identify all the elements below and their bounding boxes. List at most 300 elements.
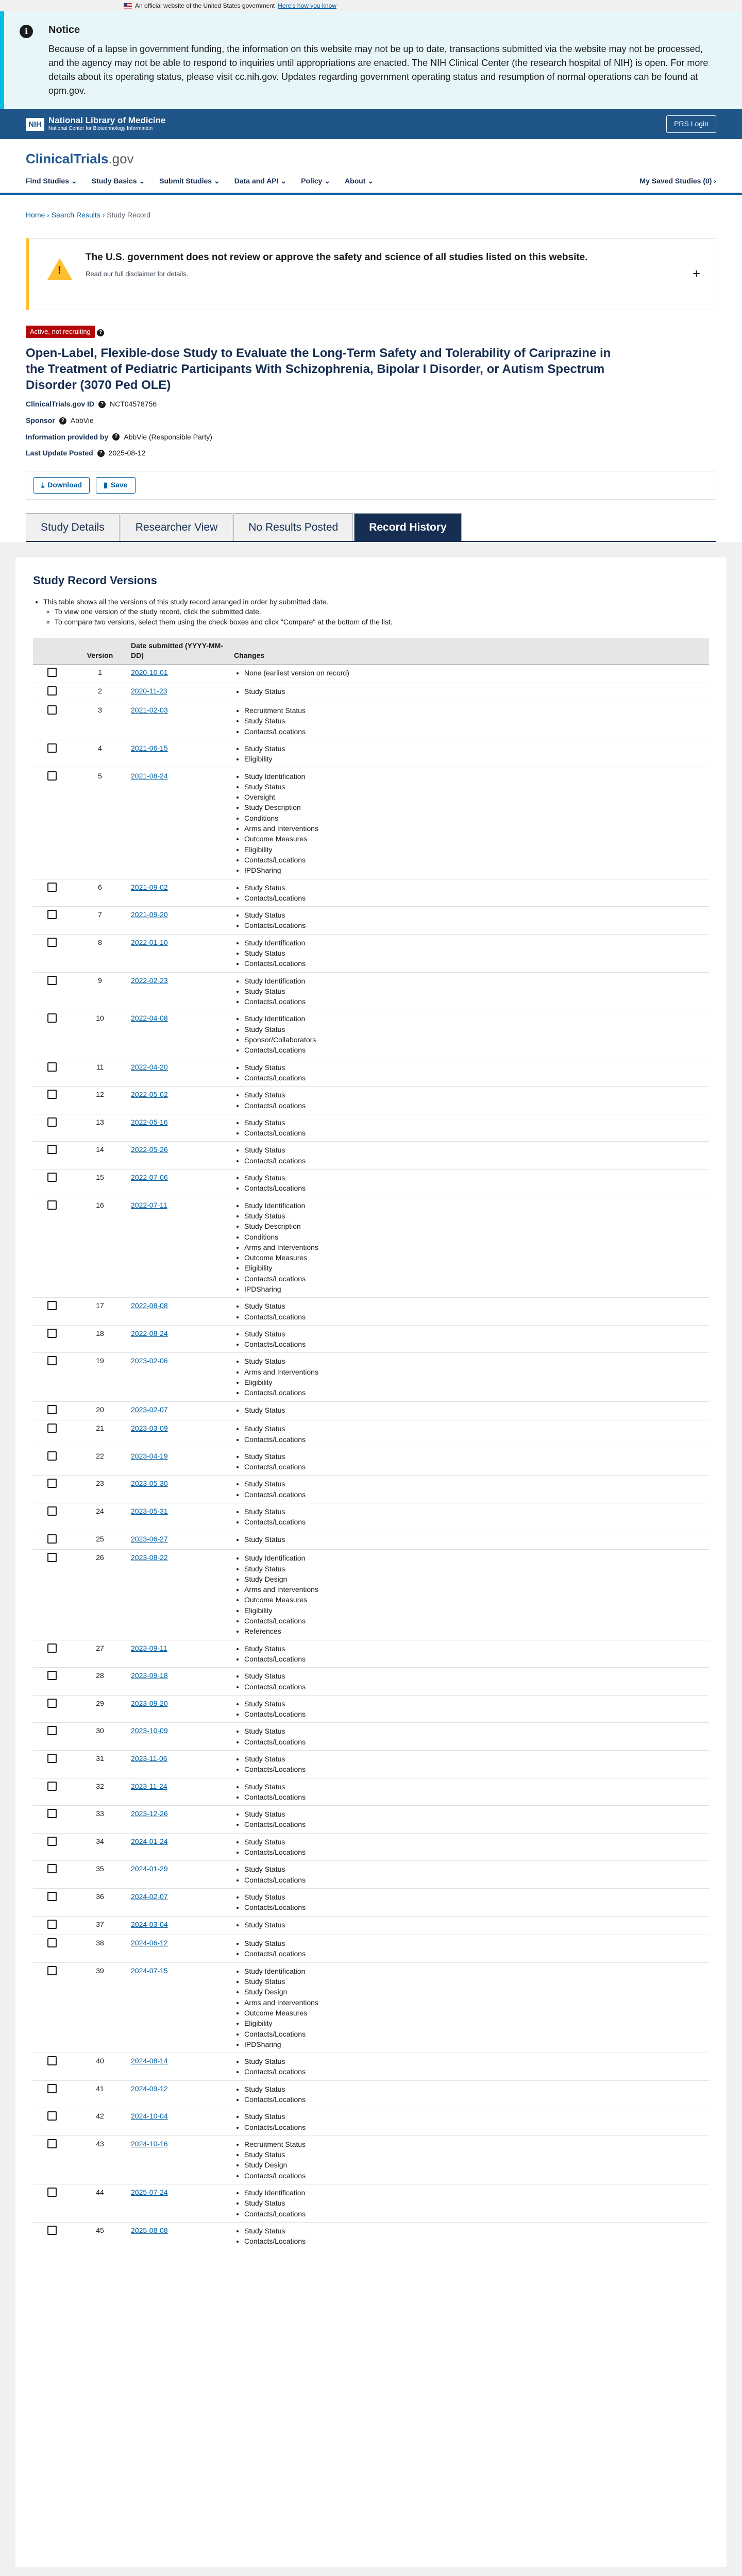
version-date-link[interactable]: 2023-02-06 <box>131 1357 168 1365</box>
download-button[interactable] <box>33 477 90 494</box>
version-number: 5 <box>74 768 126 879</box>
change-item: • Contacts/Locations <box>244 1339 704 1349</box>
save-label: Save <box>110 480 128 489</box>
prs-login-button[interactable]: PRS Login <box>666 115 716 133</box>
change-item: • Contacts/Locations <box>244 855 704 865</box>
col-date: Date submitted (YYYY-MM-DD) <box>126 638 229 665</box>
change-item: • Recruitment Status <box>244 705 704 716</box>
version-number: 22 <box>74 1448 126 1476</box>
update-row <box>26 448 716 459</box>
version-date-link[interactable]: 2022-05-02 <box>131 1090 168 1099</box>
version-checkbox[interactable] <box>47 1062 57 1072</box>
col-changes: Changes <box>229 638 709 665</box>
version-date-link[interactable]: 2024-10-04 <box>131 2112 168 2121</box>
version-date-link[interactable]: 2023-11-06 <box>131 1754 167 1762</box>
version-date-link[interactable]: 2024-10-16 <box>131 2139 168 2148</box>
change-item: • Study Status <box>244 1145 704 1155</box>
change-item: • Outcome Measures <box>244 1595 704 1605</box>
notice-body: Because of a lapse in government funding, the information on this website may not be up to date, transactions submitted via the website may not be processed, and the agency may not be able to respond to inquiries until appropriations are enacted. The NIH Clinical Center (the research hospital of NIH) is open. For more details about its operating status, please visit cc.nih.gov. Updates regarding government operating status and resumption of normal operations can be found at opm.gov. <box>48 44 709 96</box>
version-checkbox[interactable] <box>47 1356 57 1365</box>
table-row <box>33 1695 709 1723</box>
clinicaltrials-logo[interactable] <box>26 149 716 168</box>
change-item: • Contacts/Locations <box>244 1517 704 1527</box>
desc-line: ◦ To view one version of the study record, click the submitted date. <box>55 607 709 617</box>
version-date-link[interactable]: 2022-05-16 <box>131 1117 168 1126</box>
nlm-logo[interactable] <box>26 116 166 133</box>
change-item: • Eligibility <box>244 754 704 764</box>
version-number: 45 <box>74 2222 126 2249</box>
version-date-link[interactable]: 2022-07-06 <box>131 1173 168 1182</box>
version-date-link[interactable]: 2023-03-09 <box>131 1424 168 1433</box>
change-item: • Contacts/Locations <box>244 1100 704 1111</box>
version-date-link[interactable]: 2023-06-27 <box>131 1534 168 1543</box>
nlm-title: National Library of Medicine <box>48 115 166 125</box>
change-item: • Contacts/Locations <box>244 2209 704 2219</box>
version-checkbox[interactable] <box>47 976 57 985</box>
change-item: • Contacts/Locations <box>244 1128 704 1138</box>
change-item: • Contacts/Locations <box>244 1073 704 1083</box>
version-checkbox[interactable] <box>47 743 57 753</box>
change-item: • IPDSharing <box>244 1284 704 1294</box>
nav-item[interactable]: About ⌄ <box>345 177 374 185</box>
version-date-link[interactable]: 2022-04-08 <box>131 1014 168 1023</box>
change-item: • Contacts/Locations <box>244 1183 704 1193</box>
change-item: • Study Status <box>244 1726 704 1736</box>
sponsor-row <box>26 416 716 426</box>
version-date-link[interactable]: 2021-09-20 <box>131 910 168 919</box>
info-row <box>26 432 716 443</box>
gov-banner-text: An official website of the United States government <box>135 2 275 9</box>
change-item: • Study Identification <box>244 771 704 782</box>
version-number: 36 <box>74 1888 126 1916</box>
version-number: 12 <box>74 1087 126 1114</box>
version-checkbox[interactable] <box>47 668 57 677</box>
version-number: 29 <box>74 1695 126 1723</box>
change-item: • None (earliest version on record) <box>244 668 704 678</box>
download-label: Download <box>47 480 82 489</box>
save-button[interactable] <box>96 477 135 494</box>
change-item: • Contacts/Locations <box>244 1387 704 1398</box>
version-checkbox[interactable] <box>47 686 57 696</box>
version-date-link[interactable]: 2023-05-31 <box>131 1507 168 1516</box>
status-help-icon[interactable]: ? <box>97 329 104 336</box>
version-checkbox[interactable] <box>47 1864 57 1873</box>
history-title: Study Record Versions <box>33 574 157 587</box>
breadcrumb-home[interactable]: Home <box>26 210 45 219</box>
status-badge: Active, not recruiting <box>26 326 95 338</box>
version-date-link[interactable]: 2023-02-07 <box>131 1405 168 1414</box>
record-tabs <box>26 513 716 542</box>
version-checkbox[interactable] <box>47 1173 57 1182</box>
change-item: • Study Identification <box>244 1553 704 1563</box>
change-item: • Study Status <box>244 1024 704 1035</box>
nav-item[interactable]: Submit Studies ⌄ <box>159 177 220 185</box>
change-item: • Study Description <box>244 1221 704 1231</box>
change-item: • Study Status <box>244 986 704 996</box>
bookmark-icon: ▮ <box>104 480 108 489</box>
change-item: • Study Status <box>244 1356 704 1366</box>
download-icon: ⤓ <box>41 480 45 489</box>
table-row <box>33 1325 709 1353</box>
change-item: • Study Status <box>244 1837 704 1847</box>
change-item: • Contacts/Locations <box>244 2029 704 2039</box>
info-label: Information provided by <box>26 432 109 441</box>
table-row <box>33 1059 709 1087</box>
change-item: • Study Status <box>244 1534 704 1545</box>
change-item: • Contacts/Locations <box>244 2171 704 2181</box>
change-item: • Contacts/Locations <box>244 920 704 930</box>
change-item: • Study Status <box>244 2226 704 2236</box>
version-date-link[interactable]: 2022-05-26 <box>131 1145 168 1154</box>
table-row <box>33 1170 709 1197</box>
change-item: • Contacts/Locations <box>244 1709 704 1719</box>
update-date: 2025-08-12 <box>108 449 146 457</box>
tab-no-results[interactable]: No Results Posted <box>233 513 353 541</box>
version-number: 8 <box>74 934 126 972</box>
version-date-link[interactable]: 2021-08-24 <box>131 771 168 780</box>
change-item: • Study Status <box>244 716 704 726</box>
change-item: • Study Status <box>244 1864 704 1874</box>
id-help-icon[interactable]: ? <box>98 401 106 408</box>
version-number: 2 <box>74 683 126 702</box>
change-item: • Contacts/Locations <box>244 1462 704 1472</box>
version-date-link[interactable]: 2020-10-01 <box>131 668 168 676</box>
change-item: • Study Status <box>244 1754 704 1764</box>
table-row <box>33 972 709 1010</box>
version-checkbox[interactable] <box>47 1938 57 1947</box>
version-checkbox[interactable] <box>47 1837 57 1846</box>
ct-header <box>0 139 742 171</box>
update-help-icon[interactable]: ? <box>97 450 105 457</box>
nav-item[interactable]: Data and API ⌄ <box>234 177 287 185</box>
table-row <box>33 2053 709 2081</box>
version-checkbox[interactable] <box>47 1451 57 1461</box>
version-number: 17 <box>74 1298 126 1326</box>
version-number: 10 <box>74 1010 126 1059</box>
version-number: 38 <box>74 1935 126 1963</box>
expand-plus-icon[interactable]: + <box>692 265 700 281</box>
study-id-row <box>26 399 716 410</box>
version-date-link[interactable]: 2022-01-10 <box>131 938 168 946</box>
version-date-link[interactable]: 2023-09-11 <box>131 1643 167 1652</box>
table-row <box>33 1114 709 1142</box>
version-checkbox[interactable] <box>47 1423 57 1433</box>
version-checkbox[interactable] <box>47 1553 57 1562</box>
version-date-link[interactable]: 2023-11-24 <box>131 1782 167 1790</box>
version-date-link[interactable]: 2023-08-22 <box>131 1553 168 1562</box>
change-item: • Study Status <box>244 1479 704 1489</box>
table-row <box>33 2222 709 2249</box>
version-date-link[interactable]: 2023-09-20 <box>131 1699 168 1707</box>
version-number: 23 <box>74 1476 126 1503</box>
change-item: • Contacts/Locations <box>244 958 704 969</box>
change-item: • Contacts/Locations <box>244 2066 704 2077</box>
version-number: 19 <box>74 1353 126 1401</box>
version-date-link[interactable]: 2024-09-12 <box>131 2084 168 2093</box>
version-checkbox[interactable] <box>47 1892 57 1901</box>
change-item: • Contacts/Locations <box>244 1312 704 1322</box>
change-item: • Eligibility <box>244 1605 704 1616</box>
version-checkbox[interactable] <box>47 2056 57 2065</box>
nav-item[interactable]: Policy ⌄ <box>301 177 331 185</box>
version-date-link[interactable]: 2024-07-15 <box>131 1966 168 1975</box>
version-checkbox[interactable] <box>47 2226 57 2235</box>
change-item: • Study Status <box>244 910 704 920</box>
change-item: • Contacts/Locations <box>244 1156 704 1166</box>
version-number: 25 <box>74 1531 126 1550</box>
version-number: 35 <box>74 1861 126 1889</box>
change-item: • Study Status <box>244 1329 704 1339</box>
saved-studies-link[interactable]: My Saved Studies (0) › <box>639 177 716 185</box>
version-checkbox[interactable] <box>47 1013 57 1023</box>
version-checkbox[interactable] <box>47 1671 57 1680</box>
table-row <box>33 2136 709 2184</box>
version-number: 3 <box>74 702 126 740</box>
version-number: 28 <box>74 1668 126 1696</box>
version-date-link[interactable]: 2022-02-23 <box>131 976 168 985</box>
table-row <box>33 2108 709 2136</box>
change-item: • Contacts/Locations <box>244 1819 704 1829</box>
logo-suffix: .gov <box>108 151 134 166</box>
nih-badge: NIH <box>26 118 44 131</box>
change-item: • Contacts/Locations <box>244 1902 704 1912</box>
table-row <box>33 1806 709 1834</box>
table-row <box>33 768 709 879</box>
version-number: 30 <box>74 1723 126 1751</box>
change-item: • Study Status <box>244 2149 704 2160</box>
version-date-link[interactable]: 2024-03-04 <box>131 1920 168 1928</box>
version-number: 27 <box>74 1640 126 1668</box>
version-checkbox[interactable] <box>47 1534 57 1544</box>
sponsor-help-icon[interactable]: ? <box>59 417 66 425</box>
change-item: • Contacts/Locations <box>244 1654 704 1664</box>
version-checkbox[interactable] <box>47 1920 57 1929</box>
version-date-link[interactable]: 2021-09-02 <box>131 883 168 891</box>
version-date-link[interactable]: 2023-12-26 <box>131 1809 168 1818</box>
change-item: • Study Status <box>244 1892 704 1902</box>
change-item: • Arms and Interventions <box>244 1367 704 1377</box>
change-item: • Eligibility <box>244 844 704 855</box>
version-checkbox[interactable] <box>47 1966 57 1975</box>
disclaimer-alert[interactable] <box>26 238 716 310</box>
version-checkbox[interactable] <box>47 1405 57 1414</box>
change-item: • Study Status <box>244 1938 704 1948</box>
table-row <box>33 934 709 972</box>
nav-item[interactable]: Study Basics ⌄ <box>91 177 145 185</box>
change-item: • IPDSharing <box>244 2039 704 2049</box>
change-item: • Arms and Interventions <box>244 1242 704 1252</box>
version-checkbox[interactable] <box>47 883 57 892</box>
change-item: • Contacts/Locations <box>244 1489 704 1500</box>
table-row <box>33 1962 709 2053</box>
change-item: • Study Status <box>244 1405 704 1415</box>
table-row <box>33 1401 709 1420</box>
table-row <box>33 1197 709 1298</box>
sponsor-label: Sponsor <box>26 416 55 425</box>
table-row <box>33 1640 709 1668</box>
table-row <box>33 879 709 907</box>
version-number: 40 <box>74 2053 126 2081</box>
breadcrumb-search[interactable]: Search Results <box>51 210 100 219</box>
version-date-link[interactable]: 2021-02-03 <box>131 706 168 715</box>
version-number: 43 <box>74 2136 126 2184</box>
version-checkbox[interactable] <box>47 2188 57 2197</box>
version-date-link[interactable]: 2024-01-24 <box>131 1837 168 1845</box>
version-number: 31 <box>74 1750 126 1778</box>
change-item: • Contacts/Locations <box>244 1045 704 1055</box>
col-version: Version <box>74 638 126 665</box>
sponsor: AbbVie <box>70 416 94 425</box>
change-item: • Contacts/Locations <box>244 2094 704 2105</box>
change-item: • Contacts/Locations <box>244 1948 704 1959</box>
table-row <box>33 1353 709 1401</box>
history-section <box>0 542 742 2576</box>
change-item: • Contacts/Locations <box>244 726 704 737</box>
change-item: • Study Identification <box>244 1966 704 1976</box>
version-checkbox[interactable] <box>47 1506 57 1516</box>
table-row <box>33 1550 709 1640</box>
version-date-link[interactable]: 2023-09-18 <box>131 1671 168 1680</box>
change-item: • Study Status <box>244 948 704 958</box>
version-date-link[interactable]: 2024-08-14 <box>131 2057 168 2065</box>
change-item: • Study Description <box>244 802 704 812</box>
table-row <box>33 1476 709 1503</box>
change-item: • Study Status <box>244 782 704 792</box>
version-number: 41 <box>74 2080 126 2108</box>
version-date-link[interactable]: 2023-04-19 <box>131 1451 168 1460</box>
table-row <box>33 1861 709 1889</box>
version-checkbox[interactable] <box>47 1479 57 1488</box>
version-date-link[interactable]: 2023-05-30 <box>131 1479 168 1488</box>
version-number: 18 <box>74 1325 126 1353</box>
version-checkbox[interactable] <box>47 1117 57 1127</box>
info-help-icon[interactable]: ? <box>112 433 120 440</box>
version-checkbox[interactable] <box>47 1090 57 1099</box>
nlm-subtitle: National Center for Biotechnology Information <box>48 126 153 132</box>
notice-title: Notice <box>48 24 80 36</box>
version-checkbox[interactable] <box>47 705 57 715</box>
change-item: • Outcome Measures <box>244 1252 704 1263</box>
version-number: 37 <box>74 1916 126 1935</box>
table-row <box>33 1503 709 1531</box>
change-item: • Study Status <box>244 2056 704 2066</box>
version-date-link[interactable]: 2025-07-24 <box>131 2188 168 2197</box>
logo-main: ClinicalTrials <box>26 151 109 166</box>
version-date-link[interactable]: 2022-08-24 <box>131 1329 168 1337</box>
tab-researcher-view[interactable]: Researcher View <box>121 513 233 541</box>
version-date-link[interactable]: 2021-06-15 <box>131 743 168 752</box>
version-checkbox[interactable] <box>47 2084 57 2093</box>
change-item: • Study Identification <box>244 976 704 986</box>
change-item: • References <box>244 1626 704 1636</box>
change-item: • Study Design <box>244 2160 704 2170</box>
table-row <box>33 1833 709 1861</box>
table-row <box>33 1778 709 1806</box>
change-item: • Contacts/Locations <box>244 893 704 903</box>
change-item: • Study Design <box>244 1987 704 1997</box>
change-item: • Study Identification <box>244 2188 704 2198</box>
version-checkbox[interactable] <box>47 1782 57 1791</box>
tab-study-details[interactable]: Study Details <box>26 513 120 541</box>
change-item: • Study Identification <box>244 1200 704 1211</box>
nlm-header <box>0 109 742 139</box>
table-row <box>33 1750 709 1778</box>
gov-banner-link[interactable]: Here's how you know <box>278 2 336 9</box>
desc-line: • This table shows all the versions of this study record arranged in order by submitted date. <box>43 597 709 607</box>
version-number: 13 <box>74 1114 126 1142</box>
change-item: • Contacts/Locations <box>244 1434 704 1445</box>
action-bar <box>26 471 716 500</box>
change-item: • Eligibility <box>244 1263 704 1273</box>
version-checkbox[interactable] <box>47 1754 57 1763</box>
version-checkbox[interactable] <box>47 1301 57 1310</box>
version-checkbox[interactable] <box>47 2139 57 2148</box>
change-item: • Study Status <box>244 1699 704 1709</box>
change-item: • Contacts/Locations <box>244 1847 704 1857</box>
version-date-link[interactable]: 2024-01-29 <box>131 1865 168 1873</box>
main-nav <box>0 171 742 195</box>
change-item: • Conditions <box>244 813 704 823</box>
version-checkbox[interactable] <box>47 771 57 781</box>
change-item: • Study Identification <box>244 938 704 948</box>
version-date-link[interactable]: 2022-04-20 <box>131 1062 168 1071</box>
version-date-link[interactable]: 2023-10-09 <box>131 1726 168 1735</box>
change-item: • Contacts/Locations <box>244 2236 704 2246</box>
change-item: • Study Status <box>244 1211 704 1221</box>
version-date-link[interactable]: 2025-08-08 <box>131 2226 168 2234</box>
version-checkbox[interactable] <box>47 938 57 947</box>
change-item: • Sponsor/Collaborators <box>244 1035 704 1045</box>
study-id: NCT04578756 <box>110 400 157 409</box>
change-item: • Outcome Measures <box>244 2008 704 2018</box>
version-date-link[interactable]: 2024-02-07 <box>131 1892 168 1901</box>
history-description <box>33 597 709 628</box>
update-label: Last Update Posted <box>26 449 93 457</box>
version-checkbox[interactable] <box>47 1200 57 1210</box>
change-item: • Study Status <box>244 1062 704 1073</box>
change-item: • Study Status <box>244 2111 704 2122</box>
version-number: 32 <box>74 1778 126 1806</box>
version-number: 44 <box>74 2184 126 2223</box>
version-date-link[interactable]: 2020-11-23 <box>131 687 167 696</box>
version-date-link[interactable]: 2024-06-12 <box>131 1939 168 1947</box>
change-item: • Arms and Interventions <box>244 1997 704 2008</box>
version-checkbox[interactable] <box>47 1699 57 1708</box>
version-checkbox[interactable] <box>47 910 57 919</box>
change-item: • Study Status <box>244 1301 704 1311</box>
change-item: • Study Status <box>244 686 704 697</box>
change-item: • Study Status <box>244 1506 704 1517</box>
change-item: • Contacts/Locations <box>244 2122 704 2132</box>
version-checkbox[interactable] <box>47 1145 57 1154</box>
version-date-link[interactable]: 2022-07-11 <box>131 1200 167 1209</box>
version-date-link[interactable]: 2022-08-08 <box>131 1301 168 1310</box>
nav-item[interactable]: Find Studies ⌄ <box>26 177 77 185</box>
version-checkbox[interactable] <box>47 1726 57 1735</box>
version-checkbox[interactable] <box>47 1809 57 1818</box>
id-label: ClinicalTrials.gov ID <box>26 400 95 409</box>
version-checkbox[interactable] <box>47 2111 57 2121</box>
table-row <box>33 1087 709 1114</box>
change-item: • Study Status <box>244 1809 704 1819</box>
table-row <box>33 1668 709 1696</box>
change-item: • Study Status <box>244 1451 704 1462</box>
version-number: 34 <box>74 1833 126 1861</box>
version-checkbox[interactable] <box>47 1329 57 1338</box>
tab-record-history[interactable]: Record History <box>354 513 462 541</box>
change-item: • Study Status <box>244 1782 704 1792</box>
version-checkbox[interactable] <box>47 1643 57 1653</box>
